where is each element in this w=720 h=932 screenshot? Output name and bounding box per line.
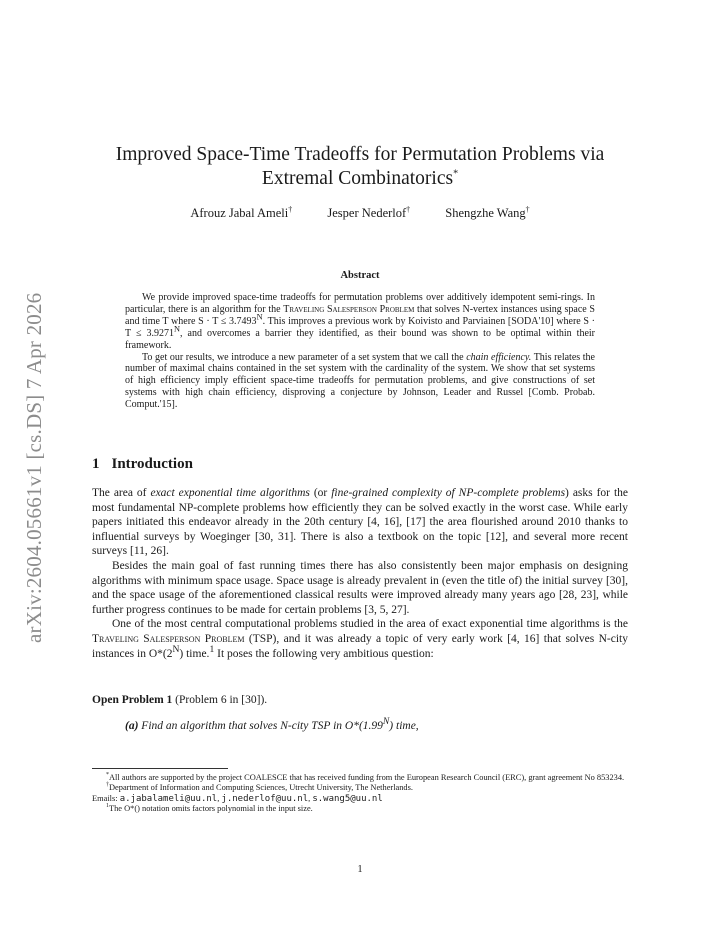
title-footnote-mark: *	[453, 168, 459, 180]
email-link[interactable]: a.jabalameli@uu.nl	[119, 793, 218, 804]
footnotes	[92, 773, 628, 814]
body-text	[92, 486, 628, 661]
title-line-2: Extremal Combinatorics*	[261, 168, 459, 189]
author: Shengzhe Wang†	[445, 204, 530, 220]
author: Afrouz Jabal Ameli†	[190, 204, 293, 220]
body-paragraph-1: The area of exact exponential time algorithms (or fine-grained complexity of NP-complete problems) asks for the most fundamental NP-complete problems how efficiently they can be solved exactly in the worst case. While early papers initiated this endeavor already in the 20th century [4, 16], [17] the area flourished around 2010 thanks to influential surveys by Woeginger [30, 31]. There is also a textbook on the topic [12], and several more recent surveys [11, 26].	[92, 487, 629, 558]
abstract-paragraph-1: We provide improved space-time tradeoffs for permutation problems over additively idempotent semi-rings. In particular, there is an algorithm for the Traveling Salesperson Problem that solves N-vertex instances using space S and time T where $S \cdot T \le 3.7493^N$. This improves a previous work by Koivisto and Parviainen [SODA'10] where $S \cdot T \le 3.9271^N$, and overcomes a barrier they identified, as their bound was shown to be optimal within their framework.	[125, 292, 595, 351]
page-number: 1	[357, 864, 363, 875]
author-list	[80, 206, 640, 221]
body-paragraph-2: Besides the main goal of fast running times there has also consistently been major emphasis on designing algorithms with minimum space usage. Space usage is already prevalent in (even the title of) the initial survey [30], and the space usage of the aforementioned classical results were improved already many years ago [28, 23], while further progress continues to be made for certain problems [3, 5, 27].	[92, 559, 628, 616]
open-problem-heading: Open Problem 1 (Problem 6 in [30]).	[92, 694, 268, 706]
email-link[interactable]: s.wang5@uu.nl	[312, 793, 383, 804]
body-paragraph-3: One of the most central computational problems studied in the area of exact exponential time algorithms is the Traveling Salesperson Problem (TSP), and it was already a topic of very early work [4, 16] that solves N-city instances in $O*(2^N)$ time.$^1$ It poses the following very ambitious question:	[92, 618, 628, 660]
open-problem-item: (a) Find an algorithm that solves N-city TSP in $O*(1.99^N)$ time,	[125, 716, 419, 732]
title-line-1: Improved Space-Time Tradeoffs for Permutation Problems via	[115, 144, 605, 165]
abstract-heading: Abstract	[340, 270, 380, 281]
author: Jesper Nederlof†	[327, 204, 411, 220]
footnote-ref[interactable]: 1	[209, 643, 215, 655]
email-link[interactable]: j.nederlof@uu.nl	[221, 793, 309, 804]
paper-title	[80, 143, 640, 191]
arxiv-identifier: arXiv:2604.05661v1 [cs.DS] 7 Apr 2026	[22, 292, 46, 643]
section-heading: 1 Introduction	[92, 456, 193, 472]
footnote-funding: *All authors are supported by the project COALESCE that has received funding from the European Research Council (ERC), grant agreement No 853234.	[106, 772, 625, 782]
footnote-rule	[92, 768, 228, 769]
footnote-notation: $^1$The O*() notation omits factors polynomial in the input size.	[106, 803, 313, 813]
footnote-affiliation: †Department of Information and Computing Sciences, Utrecht University, The Netherlands.	[106, 782, 413, 793]
abstract-paragraph-2: To get our results, we introduce a new parameter of a set system that we call the chain efficiency. This relates the number of maximal chains contained in the set system with the cardinality of the system. We show that set systems of high efficiency imply efficient space-time tradeoffs for permutation problems, and give constructions of set systems with high chain efficiency, disproving a conjecture by Johnson, Leader and Russel [Comb. Probab. Comput.'15].	[125, 351, 595, 411]
abstract-text	[125, 292, 595, 411]
footnote-emails: Emails: a.jabalameli@uu.nl, j.nederlof@uu.nl, s.wang5@uu.nl	[92, 793, 383, 804]
